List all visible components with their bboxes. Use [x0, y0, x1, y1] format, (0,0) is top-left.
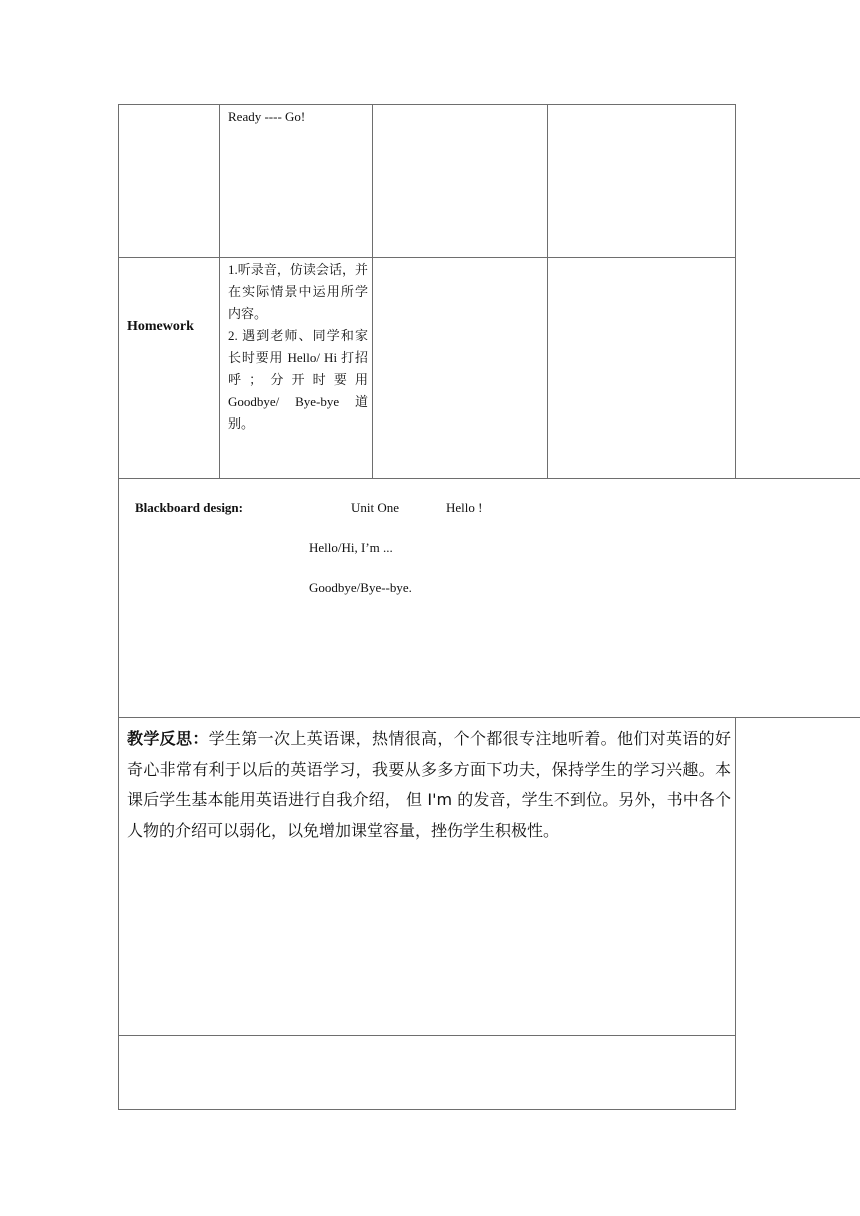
blackboard-title: Hello !: [446, 500, 483, 515]
blackboard-line-2: Goodbye/Bye--bye.: [309, 580, 412, 595]
homework-content: [228, 259, 368, 435]
table-border-bottom: [118, 1109, 736, 1110]
homework-label: Homework: [127, 319, 194, 334]
teaching-reflection: [127, 724, 731, 846]
reflection-text: 学生第一次上英语课，热情很高，个个都很专注地听着。他们对英语的好奇心非常有利于以后的英语学习，我要从多多方面下功夫，保持学生的学习兴趣。本课后学生基本能用英语进行自我介绍， 但 I'm 的发音，学生不到位。另外，书中各个人物的介绍可以弱化，以免增加课堂容量，挫伤学生积极性。: [127, 729, 731, 840]
row-divider-homework: [118, 257, 736, 258]
column-divider-3: [547, 104, 548, 478]
row-divider-last: [118, 1035, 736, 1036]
blackboard-line-1: Hello/Hi, I’m ...: [309, 540, 393, 555]
column-divider-2: [372, 104, 373, 478]
blackboard-label: Blackboard design:: [135, 500, 243, 515]
ready-go-text: Ready ---- Go!: [228, 109, 306, 124]
row-divider-blackboard: [118, 478, 860, 479]
table-border-top: [118, 104, 736, 105]
row-divider-reflection: [118, 717, 860, 718]
reflection-label: 教学反思：: [127, 729, 209, 748]
homework-item-1: 1.听录音，仿读会话，并在实际情景中运用所学内容。: [228, 262, 368, 321]
table-border-right-upper: [735, 104, 736, 478]
blackboard-unit: Unit One: [351, 500, 400, 515]
table-border-right-lower: [735, 717, 736, 1110]
table-border-left: [118, 104, 119, 1110]
homework-item-2: 2. 遇到老师、同学和家长时要用 Hello/ Hi 打招呼；分开时要用 Goodbye/ Bye-bye 道别。: [228, 328, 368, 431]
column-divider-1: [219, 104, 220, 478]
